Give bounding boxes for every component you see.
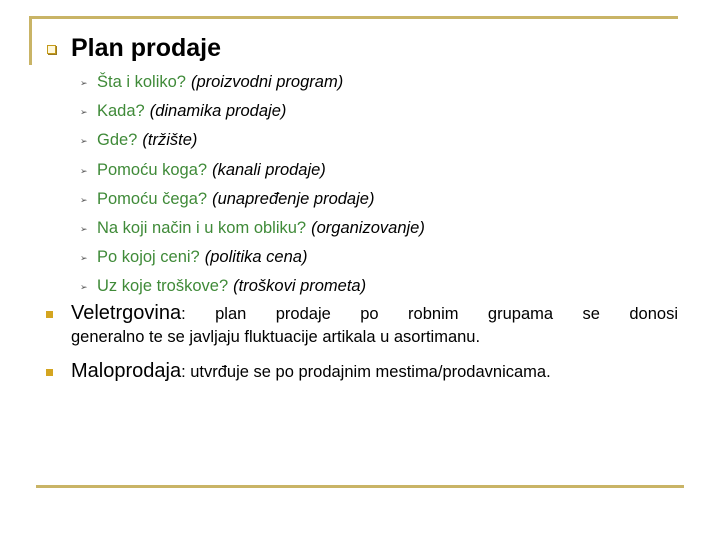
arrowhead-bullet-icon: ➢ — [80, 136, 88, 147]
list-item — [80, 214, 425, 243]
list-item — [80, 156, 425, 185]
bottom-accent-rule — [36, 485, 684, 488]
arrowhead-bullet-icon: ➢ — [80, 78, 88, 89]
arrowhead-bullet-icon: ➢ — [80, 107, 88, 118]
question-text: Gde? — [97, 131, 138, 150]
top-accent-rule — [30, 16, 678, 19]
question-list — [80, 68, 425, 302]
arrowhead-bullet-icon: ➢ — [80, 165, 88, 176]
answer-text: (politika cena) — [204, 248, 308, 267]
list-item — [80, 126, 425, 155]
point-description-line2: generalno te se javljaju fluktuacije artikala u asortimanu. — [71, 328, 481, 346]
arrowhead-bullet-icon: ➢ — [80, 253, 88, 264]
arrowhead-bullet-icon: ➢ — [80, 194, 88, 205]
list-item — [80, 185, 425, 214]
list-item — [80, 272, 425, 301]
question-text: Kada? — [97, 102, 145, 121]
filled-square-bullet-icon — [46, 311, 53, 318]
list-item — [80, 68, 425, 97]
question-text: Na koji način i u kom obliku? — [97, 219, 307, 238]
point-veletrgovina — [45, 301, 678, 349]
point-list — [45, 301, 678, 394]
hollow-square-bullet-icon — [47, 45, 56, 54]
arrowhead-bullet-icon: ➢ — [80, 282, 88, 293]
answer-text: (kanali prodaje) — [212, 160, 326, 179]
question-text: Po kojoj ceni? — [97, 248, 200, 267]
filled-square-bullet-icon — [46, 369, 53, 376]
point-description-line1: : plan prodaje po robnim grupama se donosi — [181, 305, 678, 323]
list-item — [80, 243, 425, 272]
point-term: Veletrgovina — [71, 302, 182, 324]
question-text: Uz koje troškove? — [97, 277, 229, 296]
question-text: Pomoću čega? — [97, 189, 208, 208]
point-description: : utvrđuje se po prodajnim mestima/prodavnicama. — [181, 363, 551, 381]
left-accent-rule — [29, 16, 32, 65]
answer-text: (organizovanje) — [311, 219, 425, 238]
point-first-line — [71, 301, 678, 325]
answer-text: (proizvodni program) — [190, 73, 344, 92]
answer-text: (troškovi prometa) — [233, 277, 367, 296]
answer-text: (unapređenje prodaje) — [212, 189, 375, 208]
slide-title-row — [47, 31, 221, 65]
point-term: Maloprodaja — [71, 360, 182, 382]
slide-title: Plan prodaje — [71, 33, 222, 62]
question-text: Šta i koliko? — [97, 73, 186, 92]
list-item — [80, 97, 425, 126]
arrowhead-bullet-icon: ➢ — [80, 224, 88, 235]
point-maloprodaja — [45, 359, 678, 384]
question-text: Pomoću koga? — [97, 160, 208, 179]
answer-text: (tržište) — [142, 131, 198, 150]
answer-text: (dinamika prodaje) — [149, 102, 287, 121]
